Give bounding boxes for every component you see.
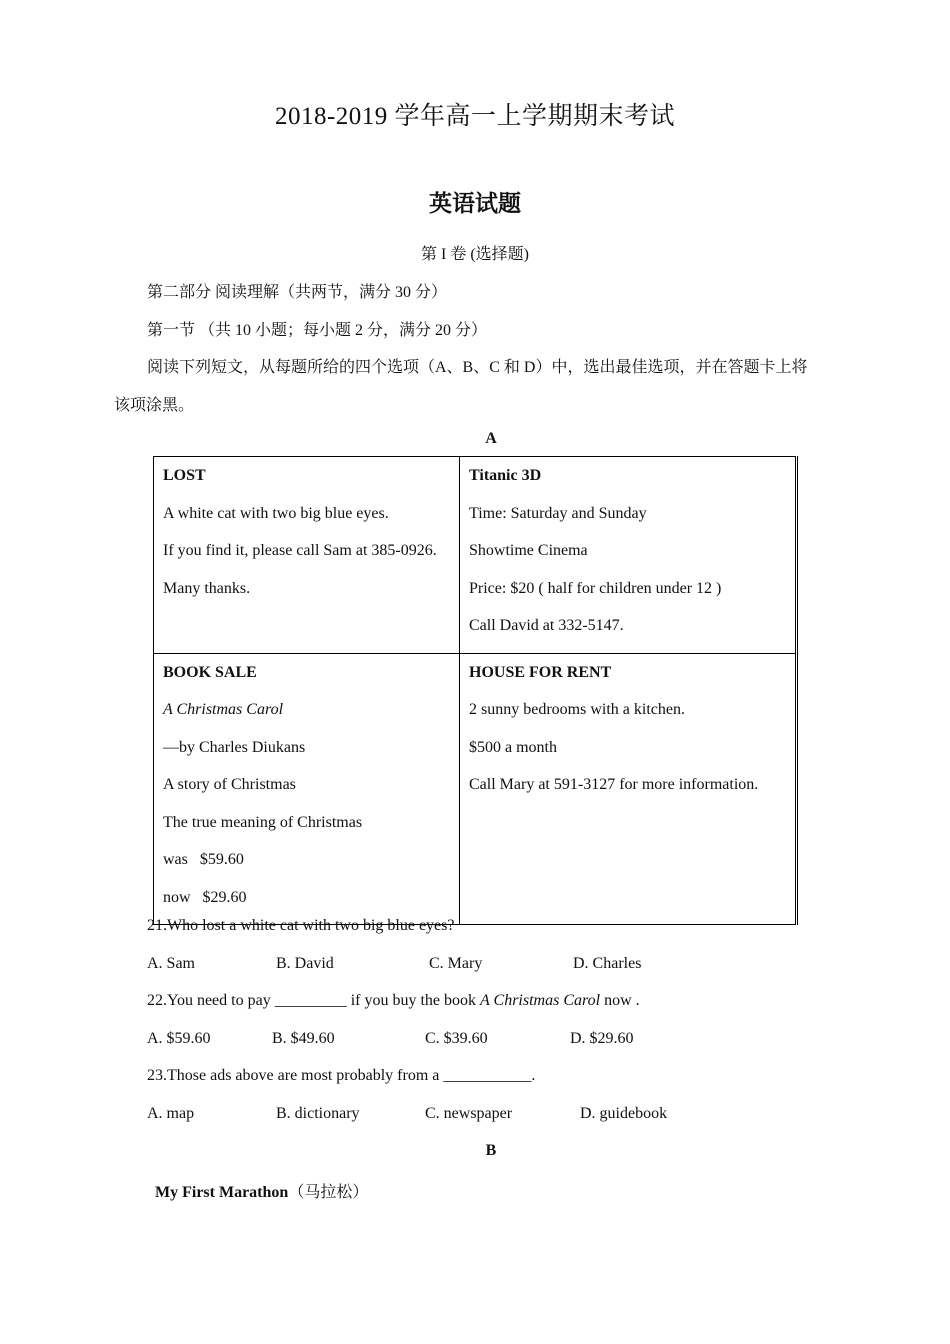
- option-23-a[interactable]: A. map: [147, 1105, 195, 1122]
- option-21-b[interactable]: B. David: [276, 955, 334, 972]
- question-22-stem: 22.You need to pay _________ if you buy the book: [147, 992, 481, 1009]
- option-22-d[interactable]: D. $29.60: [570, 1030, 634, 1047]
- ad-heading: Titanic 3D: [469, 467, 542, 484]
- ad-line: $500 a month: [469, 738, 557, 756]
- ad-line: was $59.60: [163, 851, 244, 868]
- option-21-d[interactable]: D. Charles: [573, 955, 642, 972]
- book-title-text: A Christmas Carol: [163, 701, 284, 718]
- passage-b-title-text: My First Marathon: [155, 1184, 289, 1201]
- ad-line: Showtime Cinema: [469, 542, 588, 559]
- ad-line: The true meaning of Christmas: [163, 813, 363, 831]
- ad-lost: [154, 457, 460, 654]
- ad-heading: LOST: [163, 467, 206, 484]
- ad-heading: HOUSE FOR RENT: [469, 663, 612, 681]
- ad-line: now $29.60: [163, 888, 247, 906]
- ad-heading: BOOK SALE: [163, 663, 257, 681]
- ad-line: Many thanks.: [163, 579, 251, 597]
- option-23-c[interactable]: C. newspaper: [425, 1105, 513, 1122]
- ad-line: Time: Saturday and Sunday: [469, 504, 647, 522]
- subject-title: 英语试题: [429, 191, 521, 217]
- part-heading: 第二部分 阅读理解（共两节，满分 30 分）: [147, 284, 448, 301]
- ad-line: Call Mary at 591-3127 for more information.: [469, 776, 759, 793]
- question-23: 23.Those ads above are most probably from a ___________.: [147, 1067, 536, 1084]
- ad-book-sale: [154, 653, 460, 925]
- ad-line: 2 sunny bedrooms with a kitchen.: [469, 701, 685, 718]
- exam-title: 2018-2019 学年高一上学期期末考试: [274, 103, 676, 130]
- volume-label: 第 I 卷 (选择题): [421, 246, 529, 263]
- option-22-c[interactable]: C. $39.60: [425, 1030, 488, 1047]
- ad-line: Price: $20 ( half for children under 12 ): [469, 579, 722, 597]
- question-22: [147, 992, 640, 1010]
- question-22-stem-end: now .: [600, 992, 640, 1009]
- direction-line-1: 阅读下列短文，从每题所给的四个选项（A、B、C 和 D）中，选出最佳选项，并在答题卡上将: [147, 359, 808, 376]
- passage-b-title-note: （马拉松）: [288, 1184, 369, 1201]
- ad-line: Call David at 332-5147.: [469, 617, 624, 634]
- ad-line: A story of Christmas: [163, 776, 296, 793]
- ads-table: [153, 456, 798, 925]
- passage-b-title: [155, 1179, 368, 1202]
- option-21-c[interactable]: C. Mary: [429, 955, 483, 972]
- option-22-a[interactable]: A. $59.60: [147, 1030, 211, 1047]
- option-21-a[interactable]: A. Sam: [147, 955, 195, 972]
- passage-a-label: A: [485, 430, 497, 447]
- ad-house: [460, 653, 797, 925]
- section-heading: 第一节 （共 10 小题；每小题 2 分，满分 20 分）: [147, 322, 488, 339]
- question-22-book-title: A Christmas Carol: [480, 992, 601, 1009]
- ad-line: A white cat with two big blue eyes.: [163, 504, 389, 522]
- ad-line: If you find it, please call Sam at 385-0926.: [163, 542, 437, 559]
- book-title: [163, 699, 451, 737]
- option-22-b[interactable]: B. $49.60: [272, 1030, 335, 1047]
- ad-line: —by Charles Diukans: [163, 738, 306, 756]
- ad-titanic: [460, 457, 797, 654]
- passage-b-label: B: [485, 1142, 497, 1159]
- direction-line-2: 该项涂黑。: [114, 397, 195, 414]
- option-23-d[interactable]: D. guidebook: [580, 1105, 668, 1122]
- option-23-b[interactable]: B. dictionary: [276, 1105, 360, 1122]
- question-21: 21.Who lost a white cat with two big blue eyes?: [147, 917, 455, 934]
